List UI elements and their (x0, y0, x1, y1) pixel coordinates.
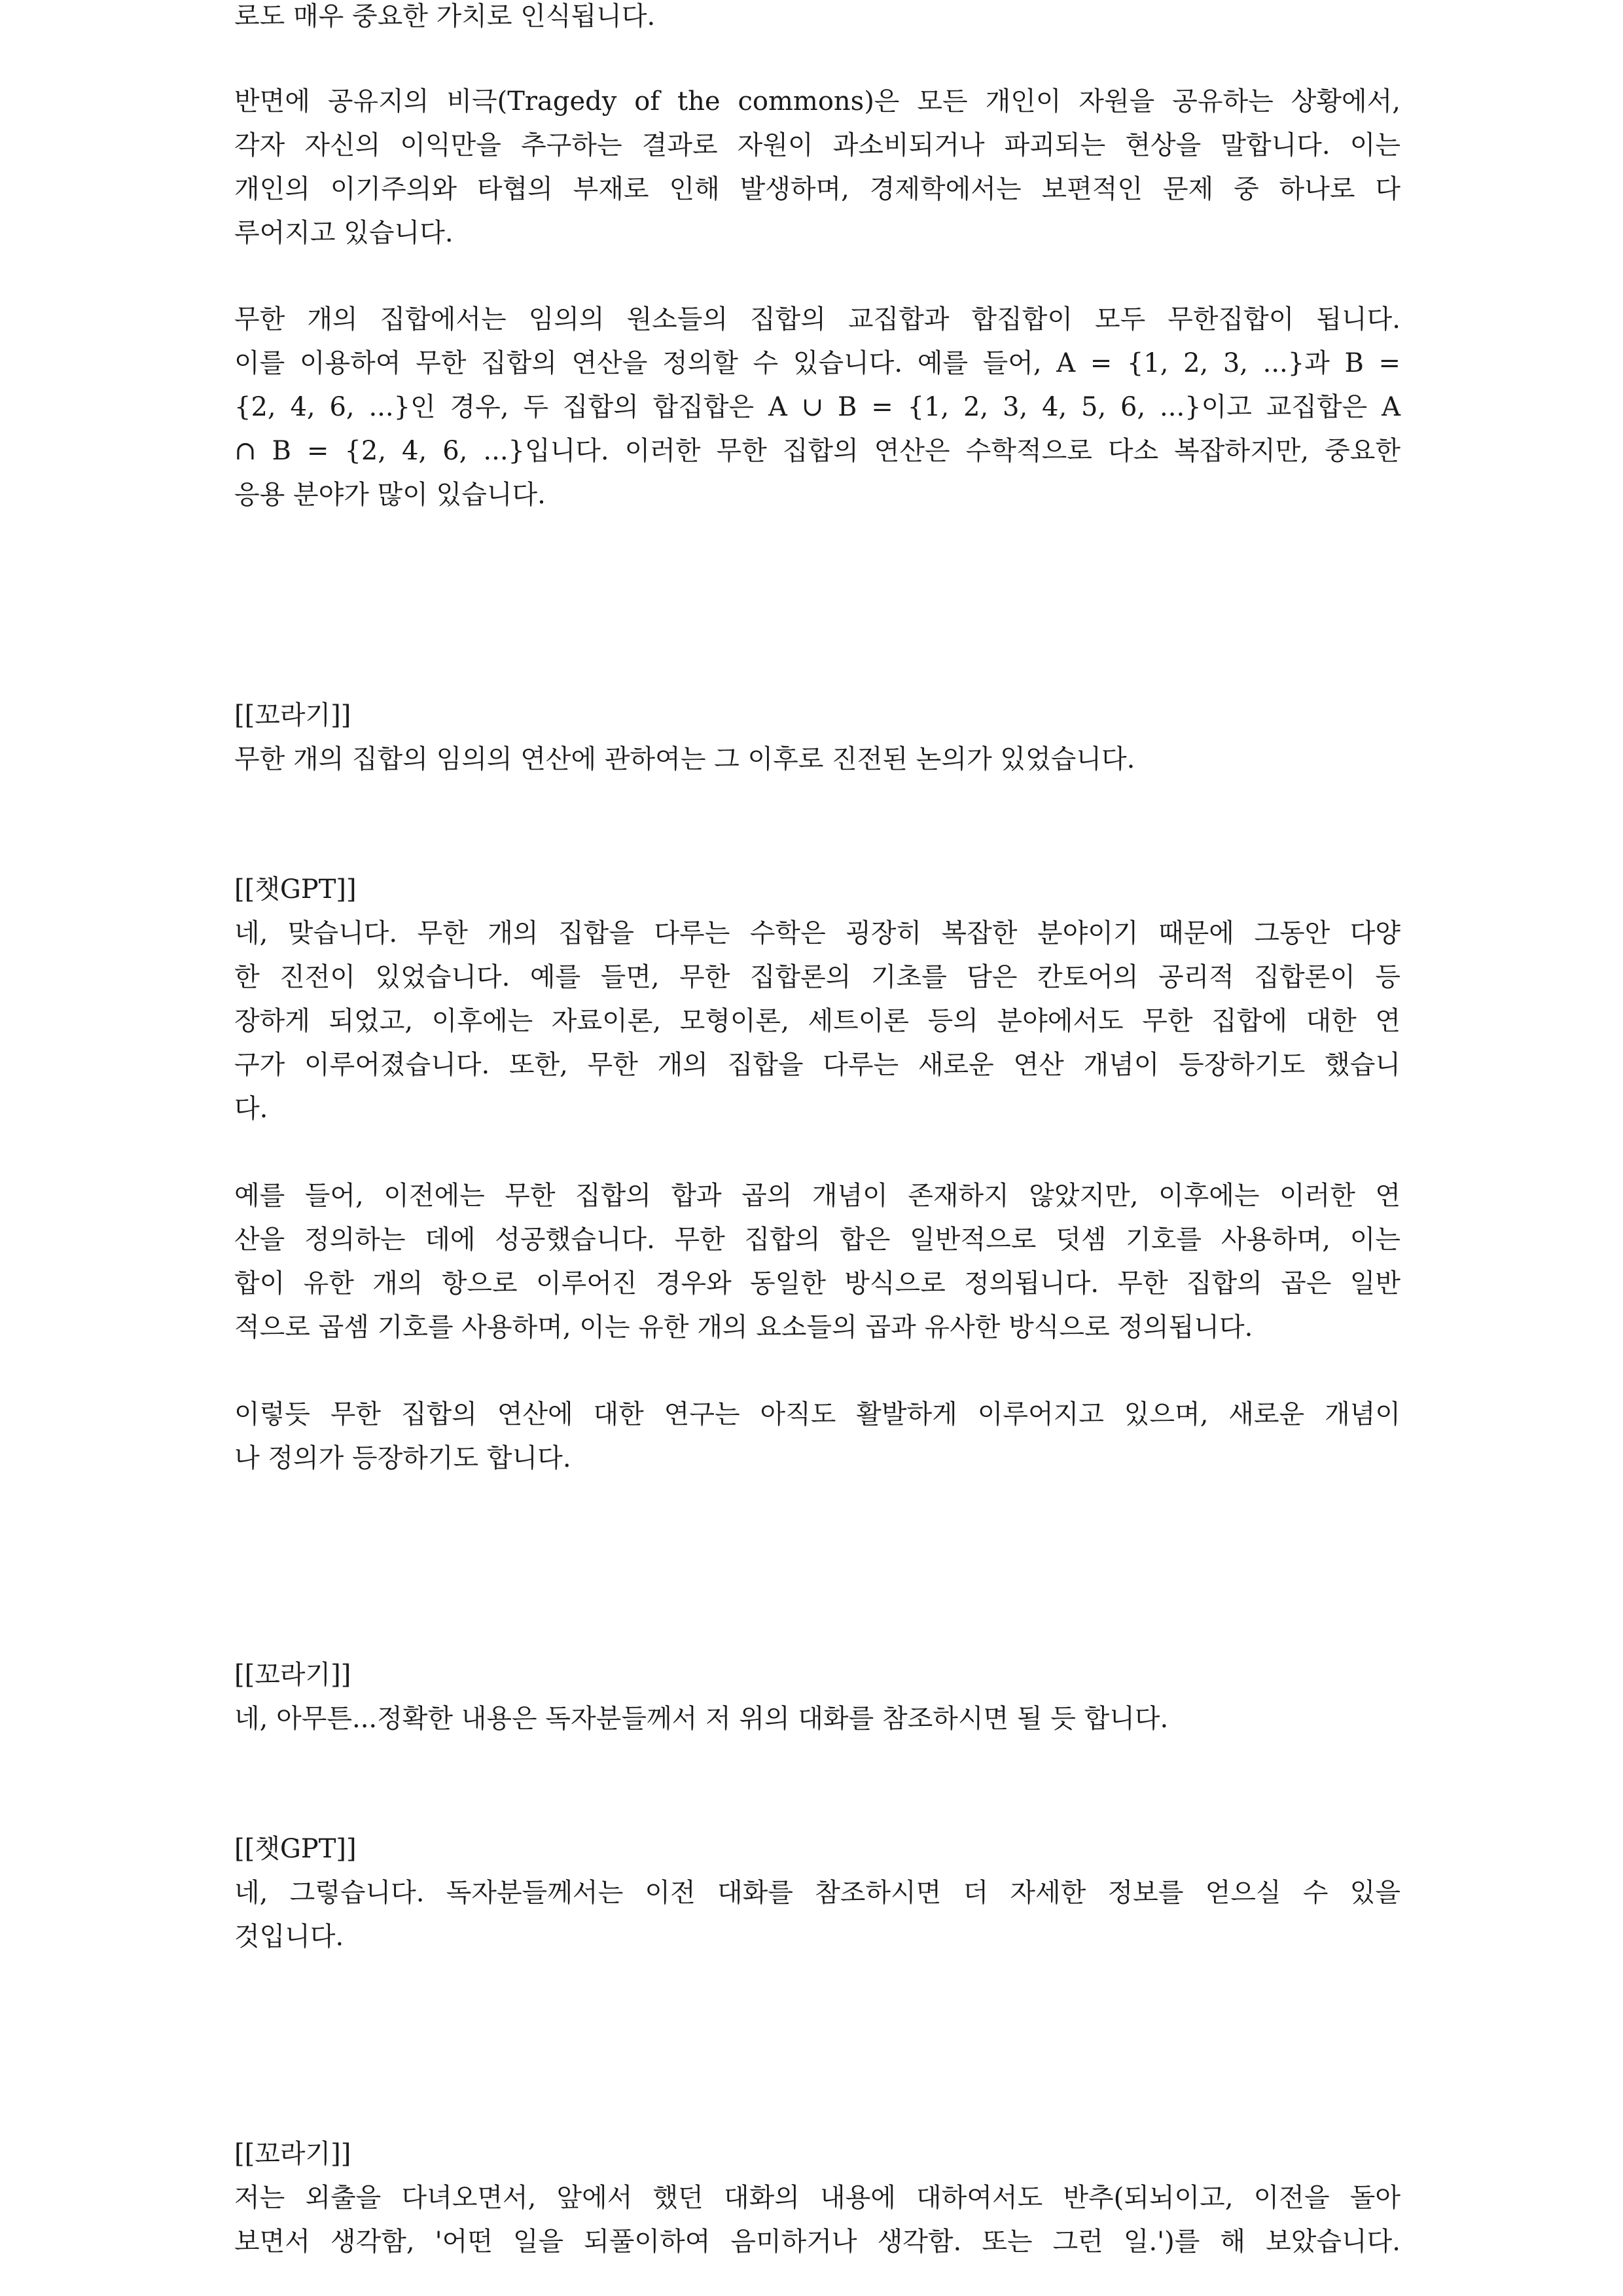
speaker-label: [[챗GPT]] (234, 1834, 357, 1864)
text-line: 개인의 이기주의와 타협의 부재로 인해 발생하며, 경제학에서는 보편적인 문제 중 하나로 다 (234, 174, 1400, 204)
text-line: 네, 맞습니다. 무한 개의 집합을 다루는 수학은 굉장히 복잡한 분야이기 때문에 그동안 다양 (234, 918, 1400, 948)
text-line: 응용 분야가 많이 있습니다. (234, 480, 546, 510)
text-line: 네, 아무튼...정확한 내용은 독자분들께서 저 위의 대화를 참조하시면 될 듯 합니다. (234, 1704, 1169, 1734)
speaker-label: [[꼬라기]] (234, 700, 351, 730)
paragraph-user-message (234, 1697, 1400, 1741)
text-line: 예를 들어, 이전에는 무한 집합의 합과 곱의 개념이 존재하지 않았지만, 이후에는 이러한 연 (234, 1181, 1400, 1211)
paragraph-research-ongoing (234, 1393, 1400, 1480)
paragraph-sum-product (234, 1174, 1400, 1350)
text-line: 산을 정의하는 데에 성공했습니다. 무한 집합의 합은 일반적으로 덧셈 기호를 사용하며, 이는 (234, 1225, 1400, 1255)
text-line: 다. (234, 1094, 268, 1124)
text-line: 구가 이루어졌습니다. 또한, 무한 개의 집합을 다루는 새로운 연산 개념이 등장하기도 했습니 (234, 1050, 1400, 1080)
text-line: 것입니다. (234, 1922, 344, 1952)
text-line: 이렇듯 무한 집합의 연산에 대한 연구는 아직도 활발하게 이루어지고 있으며, 새로운 개념이 (234, 1399, 1400, 1429)
text-line: 네, 그렇습니다. 독자분들께서는 이전 대화를 참조하시면 더 자세한 정보를 얻으실 수 있을 (234, 1878, 1400, 1908)
text-line: 저는 외출을 다녀오면서, 앞에서 했던 대화의 내용에 대하여서도 반추(되뇌이고, 이전을 돌아 (234, 2183, 1400, 2213)
text-line: 나 정의가 등장하기도 합니다. (234, 1443, 571, 1473)
text-line: 이를 이용하여 무한 집합의 연산을 정의할 수 있습니다. 예를 들어, A = {1, 2, 3, ...}과 B = (234, 348, 1400, 378)
text-line: 보면서 생각함, '어떤 일을 되풀이하여 음미하거나 생각함. 또는 그런 일.')를 해 보았습니다. (234, 2227, 1400, 2257)
paragraph-user-message (234, 738, 1400, 781)
speaker-label: [[꼬라기]] (234, 1660, 351, 1690)
paragraph-assistant-reply (234, 912, 1400, 1131)
text-line: 적으로 곱셈 기호를 사용하며, 이는 유한 개의 요소들의 곱과 유사한 방식으로 정의됩니다. (234, 1312, 1253, 1342)
text-line: 루어지고 있습니다. (234, 218, 454, 248)
paragraph-tragedy-of-commons (234, 80, 1400, 255)
text-line: 반면에 공유지의 비극(Tragedy of the commons)은 모든 개인이 자원을 공유하는 상황에서, (234, 86, 1400, 117)
text-line: 합이 유한 개의 항으로 이루어진 경우와 동일한 방식으로 정의됩니다. 무한 집합의 곱은 일반 (234, 1268, 1400, 1299)
paragraph-infinite-sets (234, 298, 1400, 517)
speaker-label: [[챗GPT]] (234, 874, 357, 905)
speaker-label: [[꼬라기]] (234, 2139, 351, 2169)
text-line: {2, 4, 6, ...}인 경우, 두 집합의 합집합은 A ∪ B = {1, 2, 3, 4, 5, 6, ...}이고 교집합은 A (234, 392, 1400, 422)
text-line: 한 진전이 있었습니다. 예를 들면, 무한 집합론의 기초를 담은 칸토어의 공리적 집합론이 등 (234, 962, 1400, 992)
text-line: 각자 자신의 이익만을 추구하는 결과로 자원이 과소비되거나 파괴되는 현상을 말합니다. 이는 (234, 130, 1400, 160)
text-line: 무한 개의 집합의 임의의 연산에 관하여는 그 이후로 진전된 논의가 있었습니다. (234, 744, 1135, 774)
text-line: 로도 매우 중요한 가치로 인식됩니다. (234, 1, 656, 31)
text-line: 장하게 되었고, 이후에는 자료이론, 모형이론, 세트이론 등의 분야에서도 무한 집합에 대한 연 (234, 1006, 1400, 1036)
paragraph-assistant-reply (234, 1871, 1400, 1959)
text-line: 무한 개의 집합에서는 임의의 원소들의 집합의 교집합과 합집합이 모두 무한집합이 됩니다. (234, 304, 1400, 334)
paragraph-user-message (234, 2176, 1400, 2264)
text-line: ∩ B = {2, 4, 6, ...}입니다. 이러한 무한 집합의 연산은 수학적으로 다소 복잡하지만, 중요한 (234, 436, 1400, 466)
paragraph-carryover (234, 0, 1400, 39)
